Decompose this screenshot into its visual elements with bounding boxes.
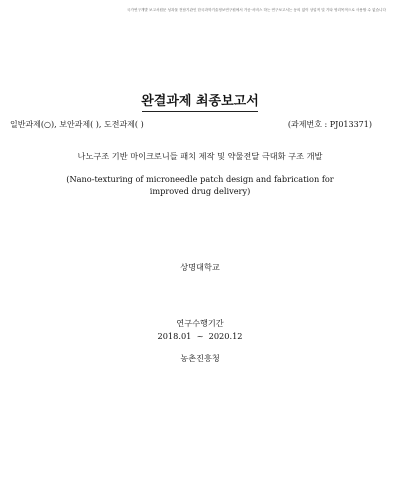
research-period-label: 연구수행기간 — [176, 318, 224, 328]
project-title-korean: 나노구조 기반 마이크로니들 패치 제작 및 약물전달 극대화 구조 개발 — [77, 151, 323, 161]
project-title-english: (Nano-texturing of microneedle patch design and fabrication for improved drug delivery) — [66, 174, 334, 196]
copyright-notice: 국가연구개발 보고서원문 성과물 전담기관인 한국과학기술정보연구원에서 가공·서비스 하는 연구보고서는 동의 없이 상업적 및 기타 영리목적으로 사용할 수 없습니다 — [127, 8, 386, 12]
task-type: 일반과제(○), 보안과제( ), 도전과제( ) — [10, 120, 144, 129]
task-number: (과제번호 : PJ013371) — [287, 120, 372, 129]
research-period-value: 2018.01 ~ 2020.12 — [157, 331, 243, 341]
title-underline — [142, 111, 258, 112]
report-title: 완결과제 최종보고서 — [141, 94, 259, 109]
funding-agency: 농촌진흥청 — [180, 353, 220, 363]
research-institution: 상명대학교 — [180, 262, 220, 272]
